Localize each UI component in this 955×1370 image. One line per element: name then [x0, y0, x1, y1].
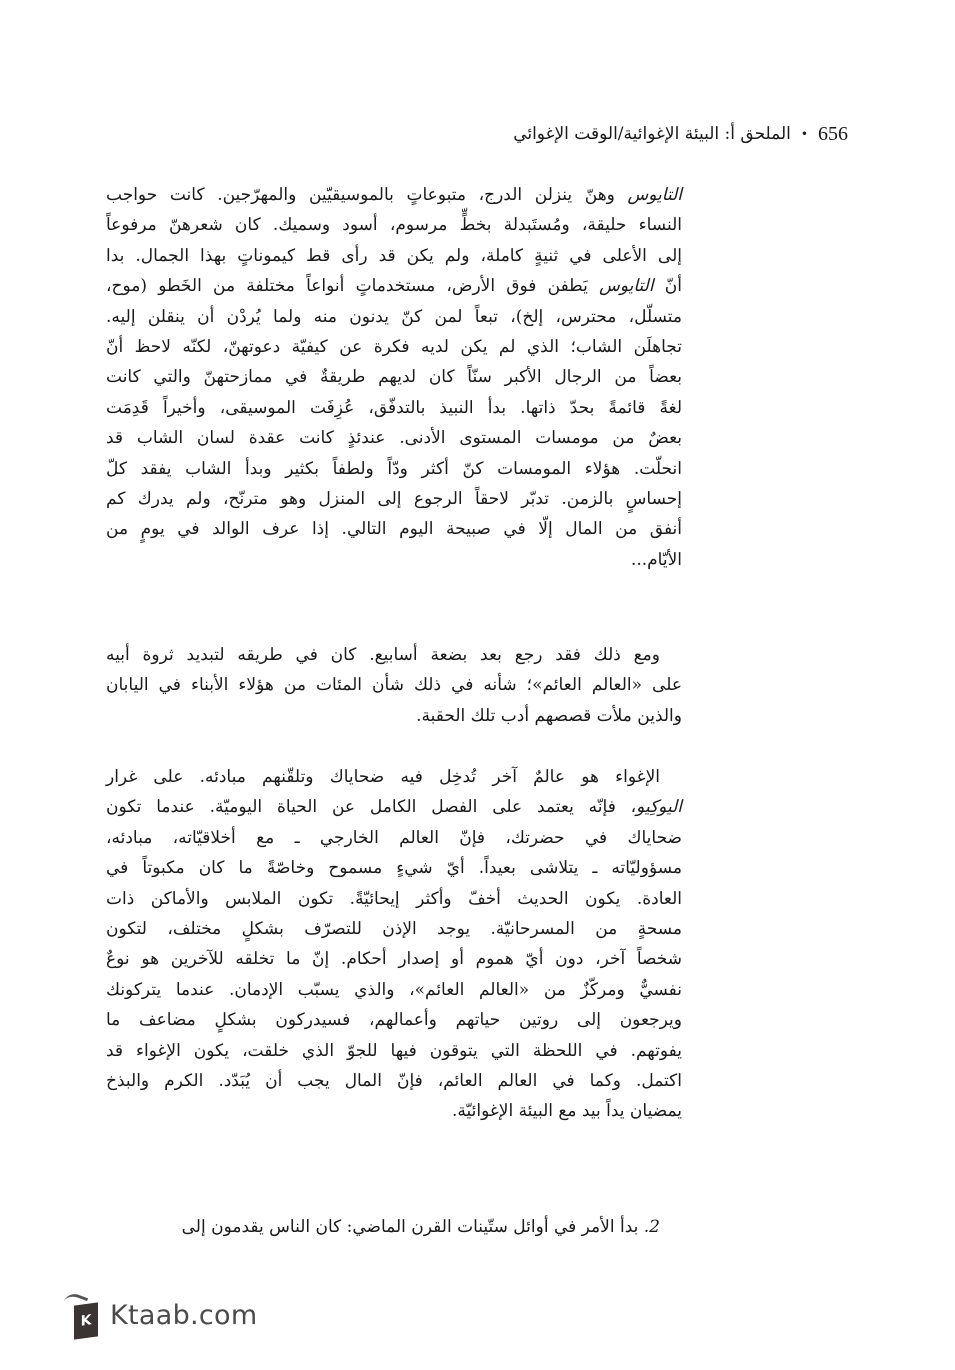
chapter-title: الملحق أ: البيئة الإغوائية/الوقت الإغوائي — [513, 124, 791, 144]
bullet-separator: • — [800, 127, 808, 141]
text-line: ومع ذلك فقد رجع بعد بضعة أسابيع. كان في طريقه لتبديد ثروة أبيه — [106, 645, 660, 665]
ktaab-watermark — [60, 1290, 257, 1340]
page-number: 656 — [818, 122, 848, 145]
footnote-line: 2. بدأ الأمر في أوائل ستّينات القرن الماضي: كان الناس يقدمون إلى — [181, 1217, 660, 1237]
text-line: الأيّام... — [630, 549, 682, 570]
text-line: التايوس وهنّ ينزلن الدرج، متبوعاتٍ بالموسيقيّين والمهرّجين. كانت حواجب — [106, 185, 682, 205]
brand-name: Ktaab.com — [110, 1299, 258, 1331]
text-line: يفوتهم. في اللحظة التي يتوقون فيها للجوّ الذي خلقت، يكون الإغواء قد — [106, 1040, 682, 1061]
paragraph-3 — [106, 762, 682, 1127]
text-line: بعضاً من الرجال الأكبر سنّاً كان لديهم طريقةٌ في ممازحتهنّ والتي كانت — [106, 367, 682, 388]
paragraph-2 — [106, 640, 682, 731]
text-line: مسؤوليّاته ـ يتلاشى بعيداً. أيّ شيءٍ مسموح وخاصّةً ما كان مكبوتاً في — [106, 858, 682, 879]
book-logo-icon — [60, 1290, 100, 1340]
text-line: مسحةٍ من المسرحانيّة. يوجد الإذن للتصرّف بشكلٍ مختلف، لتكون — [106, 919, 682, 940]
text-line: على «العالم العائم»؛ شأنه في ذلك شأن المئات من هؤلاء الأبناء في اليابان — [106, 675, 682, 696]
text-line: العادة. يكون الحديث أخفّ وأكثر إيحائيّةً. تكون الملابس والأماكن ذات — [106, 888, 682, 909]
text-line: انحلّت. هؤلاء المومسات كنّ أكثر ودّاً ولطفاً بكثير وبدأ الشاب يفقد كلّ — [106, 458, 682, 479]
running-head — [480, 118, 848, 150]
text-line: الإغواء هو عالمٌ آخر تُدخِل فيه ضحاياك وتلقّنهم مبادئه. على غرار — [106, 767, 660, 787]
text-line: بعضٌ من مومسات المستوى الأدنى. عندئذٍ كانت عقدة لسان الشاب قد — [106, 428, 682, 449]
text-line: لغةً قائمةً بحدّ ذاتها. بدأ النبيذ بالتدفّق، عُزِفَت الموسيقى، وأخيراً قَدِمَت — [106, 397, 682, 418]
logo-letter: K — [74, 1302, 98, 1339]
text-line: اليوكِيو، فإنّه يعتمد على الفصل الكامل عن الحياة اليوميّة. عندما تكون — [106, 797, 682, 818]
text-line: ضحاياك في حضرتك، فإنّ العالم الخارجي ـ مع أخلاقيّاته، مبادئه، — [106, 827, 682, 848]
text-line: تجاهلَن الشاب؛ الذي لم يكن لديه فكرة عن كيفيّة دعوتهنّ، لكنّه لاحظ أنّ — [106, 337, 682, 358]
text-line: إحساسٍ بالزمن. تدبّر لاحقاً الرجوع إلى المنزل وهو مترنّح، ولم يدرك كم — [106, 489, 682, 510]
text-line: شخصاً آخر، دون أيّ هموم أو إصدار أحكام. إنّ ما تخلقه للآخرين هو نوعٌ — [106, 949, 682, 970]
text-line: أنّ التايوس يَطفن فوق الأرض، مستخدماتٍ أنواعاً مختلفة من الخَطو (موح، — [106, 276, 682, 297]
text-line: أنفق من المال إلّا في صبيحة اليوم التالي. إذا عرف الوالد في يومٍ من — [106, 519, 682, 540]
text-line: متسلّل، محترس، إلخ)، تبعاً لمن كنّ يدنون منه ولما يُردْن أن ينقلن إليه. — [106, 306, 682, 327]
text-line: نفسيٌّ ومركّزٌ من «العالم العائم»، والذي يسبّب الإدمان. عندما يتركونك — [106, 979, 682, 1000]
text-line: النساء حليقة، ومُستَبدلة بخطٍّ مرسوم، أسود وسميك. كان شعرهنّ مرفوعاً — [106, 215, 682, 236]
footnote-number: 2. — [643, 1217, 660, 1237]
text-line: اكتمل. وكما في العالم العائم، فإنّ المال يجب أن يُبَدّد. الكرم والبذخ — [106, 1071, 682, 1092]
footnote — [106, 1212, 682, 1242]
text-line: ويرجعون إلى روتين حياتهم وأعمالهم، فسيدركون بشكلٍ مضاعف ما — [106, 1010, 682, 1031]
text-line: والذين ملأت قصصهم أدب تلك الحقبة. — [416, 705, 682, 726]
text-line: إلى الأعلى في ثنيةٍ كاملة، ولم يكن قد رأى قط كيموناتٍ بهذا الجمال. بدا — [106, 245, 682, 266]
paragraph-1 — [106, 180, 682, 575]
text-line: يمضيان يداً بيد مع البيئة الإغوائيّة. — [451, 1101, 682, 1122]
